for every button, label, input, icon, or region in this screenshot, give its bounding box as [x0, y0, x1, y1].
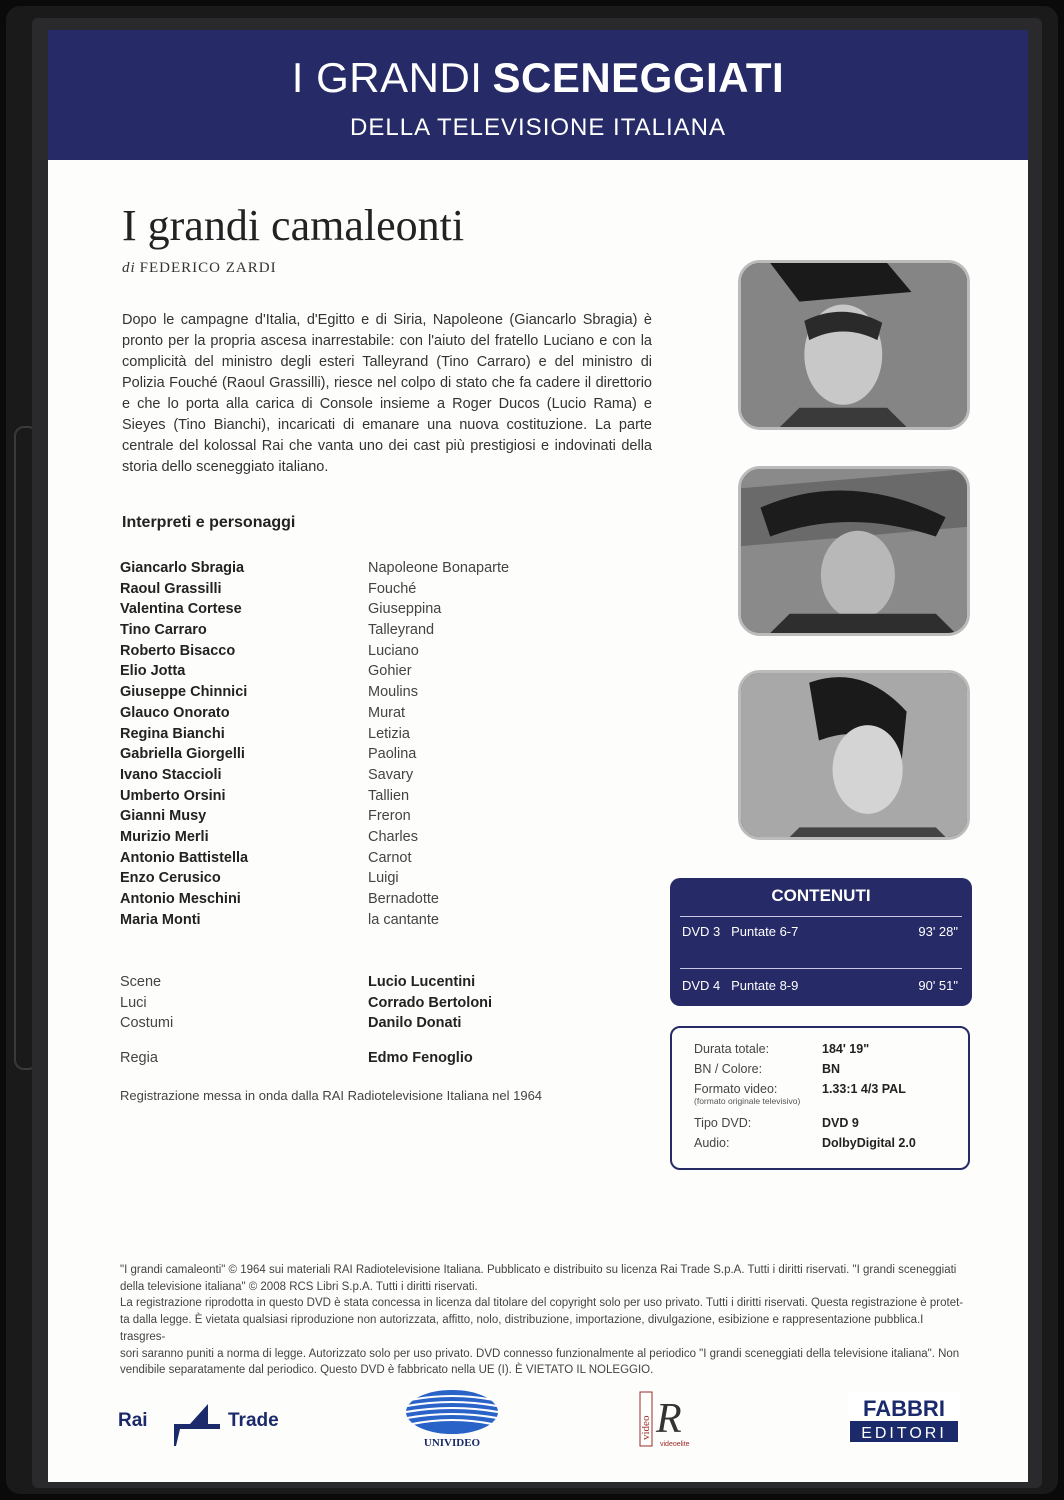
crew-label: Costumi [120, 1015, 174, 1032]
spec-label: Tipo DVD: [694, 1116, 752, 1130]
crew-name: Lucio Lucentini [368, 974, 476, 990]
editori-logo-text: EDITORI [861, 1425, 947, 1442]
still-photo-woman [738, 670, 970, 840]
contents-row [682, 978, 958, 993]
contents-divider [680, 968, 962, 969]
director-label: Regia [120, 1050, 158, 1066]
cast-role: Bernadotte [368, 891, 439, 907]
program-title: I grandi camaleonti [122, 201, 465, 250]
cast-actor: Giuseppe Chinnici [120, 684, 248, 701]
cast-row [120, 806, 540, 827]
crew-label: Luci [120, 994, 147, 1011]
still-photo-woman-hat [738, 260, 970, 430]
cast-row [120, 744, 540, 765]
series-title-light: I GRANDI [291, 54, 483, 101]
cast-role: la cantante [368, 911, 439, 928]
spec-value: 184' 19" [822, 1042, 870, 1056]
crew-row [120, 993, 540, 1014]
dvd-back-cover [48, 30, 1028, 1482]
video-elite-logo [638, 1388, 708, 1450]
cast-row [120, 703, 540, 724]
legal-line: La registrazione riprodotta in questo DVD è stata concessa in licenza dal titolare del copyright solo per uso privato. Tutti i diritti riservati. Questa registrazione è protet- [120, 1297, 964, 1310]
cast-row [120, 641, 540, 662]
cast-role: Tallien [368, 787, 410, 804]
cast-actor: Roberto Bisacco [120, 642, 236, 659]
cast-row [120, 620, 540, 641]
cast-actor: Ivano Staccioli [120, 766, 222, 783]
cast-heading: Interpreti e personaggi [122, 514, 296, 531]
contents-dvd: DVD 4 [682, 978, 721, 993]
spec-label: Durata totale: [694, 1042, 770, 1056]
cast-row [120, 848, 540, 869]
legal-line: ta dalla legge. È vietata qualsiasi riproduzione non autorizzata, affitto, nolo, distribuzione, importazione, divulgazione, esibizione e rappresentazione pubblica.I trasgres- [120, 1314, 924, 1343]
crew-row [120, 1013, 540, 1034]
cast-actor: Elio Jotta [120, 663, 186, 680]
cast-row [120, 599, 540, 620]
cast-role: Charles [368, 828, 418, 845]
spec-value: 1.33:1 4/3 PAL [822, 1082, 906, 1096]
spec-value: DolbyDigital 2.0 [822, 1136, 916, 1150]
cast-role: Letizia [368, 725, 410, 742]
cast-actor: Valentina Cortese [120, 601, 242, 618]
cast-role: Luciano [368, 642, 419, 659]
cast-actor: Glauco Onorato [120, 704, 230, 721]
cast-list [120, 558, 540, 930]
contents-duration: 90' 51" [918, 978, 958, 993]
rai-logo-mark [174, 1404, 220, 1446]
contents-episodes: Puntate 6-7 [731, 924, 799, 939]
svg-text:R: R [656, 1396, 682, 1442]
spec-label: Formato video: [694, 1082, 778, 1096]
cast-row [120, 579, 540, 600]
series-subtitle: DELLA TELEVISIONE ITALIANA [350, 114, 726, 141]
trade-logo-text: Trade [228, 1410, 279, 1431]
cast-row [120, 827, 540, 848]
director-name: Edmo Fenoglio [368, 1050, 473, 1066]
legal-text [120, 1262, 970, 1379]
cast-row [120, 868, 540, 889]
crew-label: Scene [120, 974, 162, 990]
contents-dvd: DVD 3 [682, 924, 721, 939]
cast-role: Moulins [368, 684, 418, 701]
rai-trade-logo [118, 1396, 298, 1446]
contents-heading: CONTENUTI [771, 886, 871, 905]
technical-specs [670, 1026, 970, 1170]
cast-row [120, 910, 540, 931]
cast-role: Luigi [368, 870, 399, 887]
spec-value: DVD 9 [822, 1116, 859, 1130]
cast-role: Murat [368, 704, 406, 721]
crew-name: Corrado Bertoloni [368, 994, 493, 1011]
cast-role: Paolina [368, 746, 417, 763]
cast-row [120, 889, 540, 910]
cast-actor: Raoul Grassilli [120, 580, 222, 597]
contents-box [670, 878, 972, 1006]
cast-role: Gohier [368, 663, 412, 680]
video-logo-text: video [640, 1415, 652, 1440]
still-photo-man-bicorne [738, 466, 970, 636]
series-title [48, 54, 1028, 102]
crew-list [120, 972, 540, 1034]
cast-row [120, 558, 540, 579]
cast-actor: Maria Monti [120, 911, 201, 928]
contents-duration: 93' 28" [918, 924, 958, 939]
cast-row [120, 682, 540, 703]
spec-value: BN [822, 1062, 841, 1076]
cast-actor: Murizio Merli [120, 828, 209, 845]
crew-row [120, 972, 540, 993]
cast-actor: Gianni Musy [120, 808, 207, 825]
cast-actor: Tino Carraro [120, 622, 207, 639]
cast-actor: Gabriella Giorgelli [120, 746, 245, 763]
cast-role: Savary [368, 766, 414, 783]
fabbri-logo-text: FABBRI [863, 1396, 945, 1421]
spec-sublabel: (formato originale televisivo) [694, 1096, 801, 1106]
director-row [120, 1050, 540, 1072]
cast-role: Carnot [368, 849, 412, 866]
cast-row [120, 661, 540, 682]
registration-note: Registrazione messa in onda dalla RAI Radiotelevisione Italiana nel 1964 [120, 1088, 543, 1103]
cast-row [120, 724, 540, 745]
video-logo-sub: videoelite [660, 1441, 690, 1448]
contents-episodes: Puntate 8-9 [731, 978, 799, 993]
contents-row [682, 924, 958, 939]
author-name: FEDERICO ZARDI [139, 260, 277, 276]
legal-line: vendibile separatamente dal periodico. Questo DVD è fabbricato nella UE (I). È VIETATO IL NOLEGGIO. [120, 1364, 654, 1377]
univideo-logo [404, 1390, 500, 1448]
cast-role: Fouché [368, 580, 417, 597]
cast-actor: Enzo Cerusico [120, 870, 221, 887]
program-author [122, 260, 277, 277]
series-title-bold: SCENEGGIATI [492, 54, 785, 101]
cast-role: Talleyrand [368, 622, 435, 639]
synopsis: Dopo le campagne d'Italia, d'Egitto e di Siria, Napoleone (Giancarlo Sbragia) è pronto per la propria ascesa inarrestabile: con l'aiuto del fratello Luciano e con la complicità del ministro degli esteri Talleyrand (Tino Carraro) e del ministro di Polizia Fouché (Raoul Grassilli), riesce nel colpo di stato che fa cadere il direttorio e che lo porta alla carica di Console insieme a Roger Ducos (Lucio Rama) e Sieyes (Tino Bianchi), incaricati di emanare una nuova costituzione. La parte centrale del kolossal Rai che vanta uno dei cast più prestigiosi e indovinati della storia dello sceneggiato italiano. [122, 312, 652, 475]
crew-name: Danilo Donati [368, 1015, 462, 1032]
cast-row [120, 786, 540, 807]
cast-actor: Regina Bianchi [120, 725, 225, 742]
cast-actor: Giancarlo Sbragia [120, 560, 245, 576]
cast-role: Freron [368, 808, 411, 825]
legal-line: sori saranno puniti a norma di legge. Autorizzato solo per uso privato. DVD connesso funzionalmente al periodico "I grandi sceneggiati della televisione italiana". Non [120, 1347, 960, 1360]
cast-role: Giuseppina [368, 601, 442, 618]
contents-divider [680, 916, 962, 917]
series-header [48, 30, 1028, 160]
univideo-logo-text: UNIVIDEO [423, 1437, 481, 1448]
rai-logo-text: Rai [118, 1410, 148, 1431]
author-prefix: di [122, 260, 136, 276]
legal-line: "I grandi camaleonti" © 1964 sui materiali RAI Radiotelevisione Italiana. Pubblicato e distribuito su licenza Rai Trade S.p.A. Tutti i diritti riservati. "I grandi sceneggiati [120, 1264, 957, 1276]
fabbri-editori-logo [848, 1392, 960, 1444]
spec-label: BN / Colore: [694, 1062, 763, 1076]
spec-label: Audio: [694, 1136, 730, 1150]
cast-actor: Umberto Orsini [120, 787, 226, 804]
cast-actor: Antonio Meschini [120, 891, 241, 907]
legal-line: della televisione italiana" © 2008 RCS Libri S.p.A. Tutti i diritti riservati. [120, 1280, 478, 1293]
cast-row [120, 765, 540, 786]
cast-role: Napoleone Bonaparte [368, 560, 510, 576]
cast-actor: Antonio Battistella [120, 849, 249, 866]
